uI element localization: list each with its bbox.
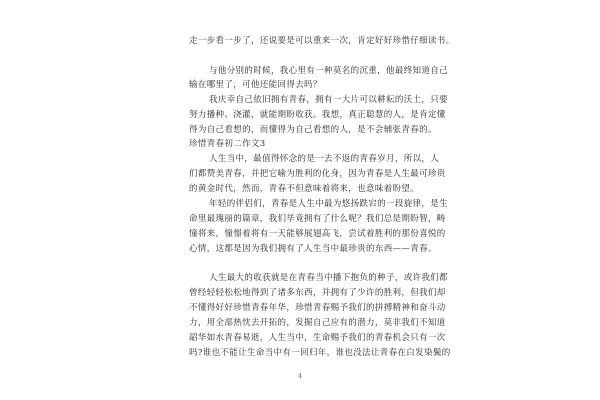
text-line: 年轻的伴侣们，青春是人生中最为悠扬跌宕的一段旋律，是生 [209,199,448,209]
text-line: 心情，这都是因为我们拥有了人生当中最珍贵的东西——青春。 [189,244,437,254]
text-line: 曾经轻轻松松地得到了诸多东西，并拥有了少许的胜利，但我们却 [189,288,446,298]
text-line: 不懂得好好珍惜青春年华，珍惜青春赐予我们的拼搏精神和奋斗动 [189,303,446,313]
text-line: 们都赞美青春，并把它喻为胜利的化身，因为青春是人生最可珍贵 [189,169,446,179]
page-number: 4 [298,373,303,380]
text-line: 力，用全部热忱去开拓的，发掘自己应有的潜力，莫非我们不知道 [189,318,446,328]
text-line: 走一步看一步了，还说要是可以重来一次，肯定好好珍惜仔细读书。 [189,36,455,46]
text-line: 韶华如水青春易逝，人生当中，生命赐予我们的青春机会只有一次 [189,333,446,343]
text-line: 人生当中，最值得怀念的是一去不返的青春岁月，所以，人 [209,154,440,164]
text-line: 我庆幸自己依旧拥有青春，拥有一大片可以耕耘的沃土，只要 [209,95,448,105]
text-line: 努力播种、浇灌，就能期盼收获。我想，真正聪慧的人，是肯定懂 [189,110,446,120]
text-line: 吗?谁也不能让生命当中有一回归年，谁也没法让青春在白发染鬓的 [189,348,451,358]
text-line: 人生最大的收获就是在青春当中播下抱负的种子，或许我们都 [209,273,448,283]
text-line: 命里最瑰丽的篇章，我们毕竟拥有了什么呢？我们总是期盼智，畴 [189,214,446,224]
text-line: 得为自己看想的，而懂得为自己看想的人，是不会辅张青春的。 [189,125,437,135]
text-line: 憧将来，憧憬着将有一天能够展翅高飞，尝试着胜利的那份喜悦的 [189,229,446,239]
section-heading: 珍惜青春初二作文3 [189,139,266,149]
text-line: 输在哪里了，可他还能回得去吗？ [189,80,322,90]
text-line: 与他分别的时候，我心里有一种莫名的沉重，他最终知道自己 [209,66,448,76]
text-line: 的黄金时代，然而，青春不但意味着将来，也意味着盼望。 [189,184,420,194]
